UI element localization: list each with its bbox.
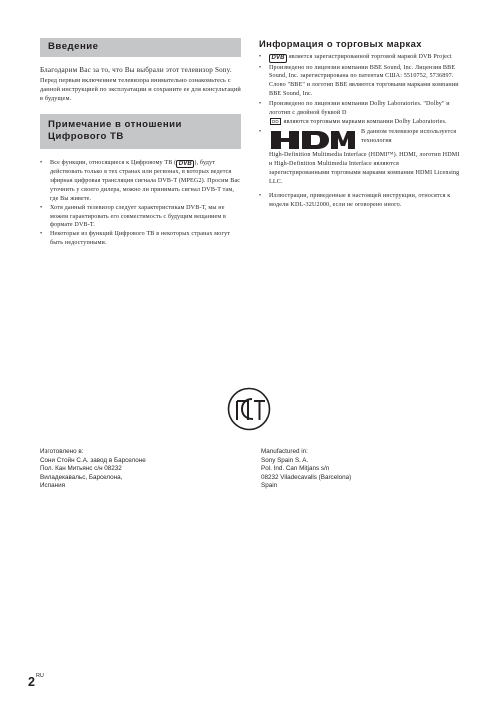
right-column xyxy=(259,38,461,211)
hdmi-row xyxy=(269,128,461,151)
dvb-logo: DVB xyxy=(176,160,194,169)
intro-paragraph-1: Благодарим Вас за то, что Вы выбрали этот телевизор Sony. xyxy=(40,65,232,74)
list-item xyxy=(40,159,241,204)
page-language: RU xyxy=(35,673,44,679)
list-item xyxy=(259,53,461,63)
list-item xyxy=(259,100,461,127)
manufacturer-ru xyxy=(40,448,220,491)
bullet-text: Все функции, относящиеся к Цифровому ТВ ( xyxy=(50,159,177,166)
bullet-text: High-Definition Multimedia Interface (HDMI™). HDMI, логотип HDMI и High-Definition Multimedia Interface являются зарегистрированными торговыми марками компании HDMI Licensing LLC. xyxy=(269,151,460,185)
address-line: Pol. Ind. Can Mitjans s/n xyxy=(261,465,330,473)
address-line: Испания xyxy=(40,482,65,490)
list-item xyxy=(259,128,461,187)
address-line: Manufactured in: xyxy=(261,448,308,455)
address-line: Сони Стойн С.А. завод в Барселоне xyxy=(40,456,146,464)
bullet-text: Произведено по лицензии компании Dolby Laboratories. "Dolby" и логотип с двойной буквой D xyxy=(269,101,450,117)
list-item: • Некоторые из функций Цифрового ТВ в некоторых странах могут быть недоступными. xyxy=(40,230,241,248)
left-column xyxy=(40,38,241,248)
trademark-list xyxy=(259,53,461,210)
trademark-heading: Информация о торговых марках xyxy=(259,38,422,49)
digital-tv-heading: Примечание в отношении Цифрового ТВ xyxy=(40,114,241,149)
manufacturer-en xyxy=(261,448,441,491)
address-line: Spain xyxy=(261,482,278,490)
address-line: 08232 Viladecavalls (Barcelona) xyxy=(261,473,352,481)
address-line: Виладекавальс, Барселона, xyxy=(40,473,123,481)
list-item: • Произведено по лицензии компании BBE Sound, Inc. Лицензия BBE Sound, Inc. зарегистрирована по патентам США: 5510752, 5736897. Слово "BBE" и логотип BBE являются торговыми марками компании BBE Sound, Inc. xyxy=(259,64,461,100)
bullet-text: являются торговыми марками компании Dolby Laboratories. xyxy=(283,118,447,125)
address-line: Изготовлено в: xyxy=(40,448,84,455)
list-item: • Хотя данный телевизор следует характеристикам DVB-T, мы не можем гарантировать его совместимость с будущим вещанием в формате DVB-T. xyxy=(40,204,241,231)
bullet-text: ), будут действовать только в тех странах или регионах, в которых ведется эфирная цифровая трансляция сигнала DVB-T (MPEG2). Просим Вас уточнить у своего дилера, можно ли принимать сигнал DVB-T там, где Вы живете. xyxy=(50,159,241,202)
address-line: Пол. Кан Митьянс с/н 08232 xyxy=(40,465,122,473)
double-d-logo: DD xyxy=(272,118,279,124)
list-item: • Иллюстрации, приведенные в настоящей инструкции, относятся к модели KDL-32U2000, если не оговорено иного. xyxy=(259,192,461,210)
intro-paragraph-2: Перед первым включением телевизора внимательно ознакомьтесь с данной инструкцией по эксплуатации и сохраните ее для консультаций в будущем. xyxy=(40,76,241,103)
hdmi-side-text: • В данном телевизоре используется технология xyxy=(361,128,457,144)
page-number xyxy=(28,673,44,691)
intro-heading: Введение xyxy=(40,38,241,57)
digital-tv-list xyxy=(40,159,241,249)
hdmi-logo xyxy=(269,129,357,151)
page-number-value: 2 xyxy=(28,675,35,689)
dvb-logo: DVB xyxy=(269,54,287,63)
certification-seal-icon xyxy=(227,387,271,431)
address-line: Sony Spain S. A. xyxy=(261,456,309,464)
bullet-text: является зарегистрированной торговой маркой DVB Project xyxy=(288,54,452,60)
